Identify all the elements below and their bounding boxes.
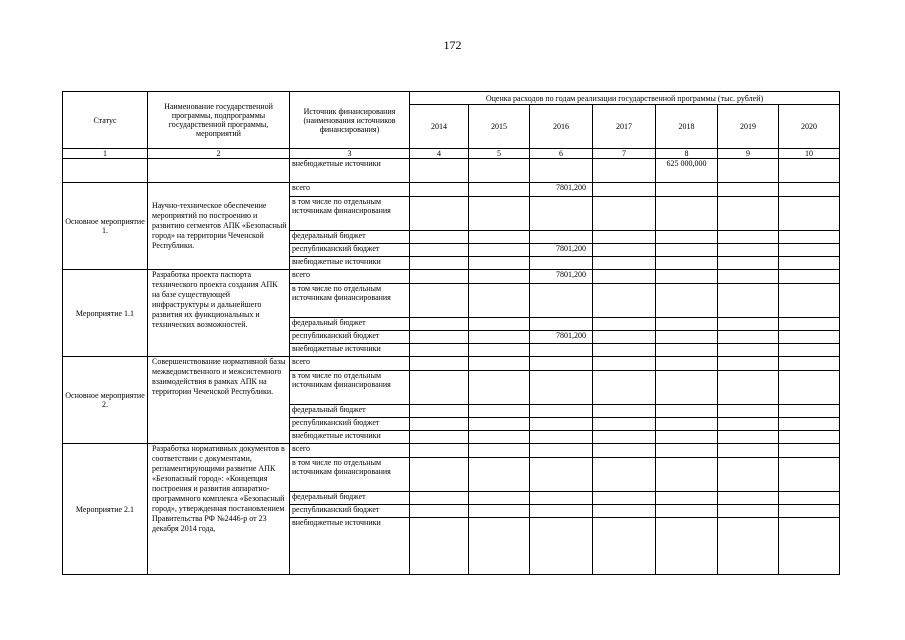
table-row bbox=[63, 444, 840, 458]
table-row bbox=[63, 357, 840, 371]
value-cell: 7801,200 bbox=[530, 244, 593, 257]
source-cell: внебюджетные источники bbox=[290, 344, 410, 357]
source-cell: всего bbox=[290, 183, 410, 197]
measure-name-cell: Совершенствование нормативной базы межведомственного и межсистемного взаимодействия в рамках АПК на территории Чеченской Республики. bbox=[148, 357, 290, 444]
column-number: 8 bbox=[656, 149, 718, 159]
budget-table bbox=[62, 91, 840, 575]
header-year: 2015 bbox=[469, 105, 530, 149]
source-cell: федеральный бюджет bbox=[290, 405, 410, 418]
column-number: 5 bbox=[469, 149, 530, 159]
column-number: 6 bbox=[530, 149, 593, 159]
source-cell: в том числе по отдельным источникам финансирования bbox=[290, 371, 410, 405]
value-cell: 7801,200 bbox=[530, 183, 593, 197]
column-number: 7 bbox=[593, 149, 656, 159]
source-cell: всего bbox=[290, 444, 410, 458]
source-cell: федеральный бюджет bbox=[290, 492, 410, 505]
header-year: 2017 bbox=[593, 105, 656, 149]
source-cell: внебюджетные источники bbox=[290, 518, 410, 575]
source-cell: республиканский бюджет bbox=[290, 331, 410, 344]
column-number: 1 bbox=[63, 149, 148, 159]
source-cell: республиканский бюджет bbox=[290, 505, 410, 518]
source-cell: республиканский бюджет bbox=[290, 418, 410, 431]
value-cell: 625 000,000 bbox=[656, 159, 718, 183]
source-cell: федеральный бюджет bbox=[290, 318, 410, 331]
header-source: Источник финансирования (наименования источников финансирования) bbox=[290, 92, 410, 149]
value-cell: 7801,200 bbox=[530, 270, 593, 284]
status-cell: Основное мероприятие 2. bbox=[63, 357, 148, 444]
value-cell: 7801,200 bbox=[530, 331, 593, 344]
measure-name-cell: Разработка нормативных документов в соответствии с документами, регламентирующими развитие АПК «Безопасный город»: «Концепция построения и развития аппаратно-программного комплекса «Безопасный город», утвержденная постановлением Правительства РФ №2446-р от 23 декабря 2014 года, bbox=[148, 444, 290, 575]
source-cell: в том числе по отдельным источникам финансирования bbox=[290, 284, 410, 318]
column-number: 2 bbox=[148, 149, 290, 159]
source-cell: внебюджетные источники bbox=[290, 431, 410, 444]
source-cell: внебюджетные источники bbox=[290, 257, 410, 270]
column-number: 10 bbox=[779, 149, 840, 159]
header-year: 2020 bbox=[779, 105, 840, 149]
table-row bbox=[63, 270, 840, 284]
column-number-row bbox=[63, 149, 840, 159]
measure-name-cell: Разработка проекта паспорта технического проекта создания АПК на базе существующей инфраструктуры и дальнейшего развития их функциональных и технических возможностей. bbox=[148, 270, 290, 357]
table-row bbox=[63, 183, 840, 197]
column-number: 4 bbox=[410, 149, 469, 159]
source-cell: всего bbox=[290, 357, 410, 371]
status-cell: Мероприятие 2.1 bbox=[63, 444, 148, 575]
source-cell: в том числе по отдельным источникам финансирования bbox=[290, 197, 410, 231]
source-cell: внебюджетные источники bbox=[290, 159, 410, 183]
header-year: 2019 bbox=[718, 105, 779, 149]
page-number: 172 bbox=[443, 38, 462, 52]
header-year: 2018 bbox=[656, 105, 718, 149]
column-number: 3 bbox=[290, 149, 410, 159]
source-cell: федеральный бюджет bbox=[290, 231, 410, 244]
status-cell: Основное мероприятие 1. bbox=[63, 183, 148, 270]
header-name: Наименование государственной программы, подпрограммы государственной программы, мероприятий bbox=[148, 92, 290, 149]
header-status: Статус bbox=[63, 92, 148, 149]
table-row bbox=[63, 159, 840, 183]
header-estimate: Оценка расходов по годам реализации государственной программы (тыс. рублей) bbox=[410, 92, 840, 105]
source-cell: республиканский бюджет bbox=[290, 244, 410, 257]
header-year: 2014 bbox=[410, 105, 469, 149]
measure-name-cell: Научно-техническое обеспечение мероприятий по построению и развитию сегментов АПК «Безопасный город» на территории Чеченской Республики. bbox=[148, 183, 290, 270]
header-year: 2016 bbox=[530, 105, 593, 149]
source-cell: в том числе по отдельным источникам финансирования bbox=[290, 458, 410, 492]
status-cell: Мероприятие 1.1 bbox=[63, 270, 148, 357]
source-cell: всего bbox=[290, 270, 410, 284]
column-number: 9 bbox=[718, 149, 779, 159]
